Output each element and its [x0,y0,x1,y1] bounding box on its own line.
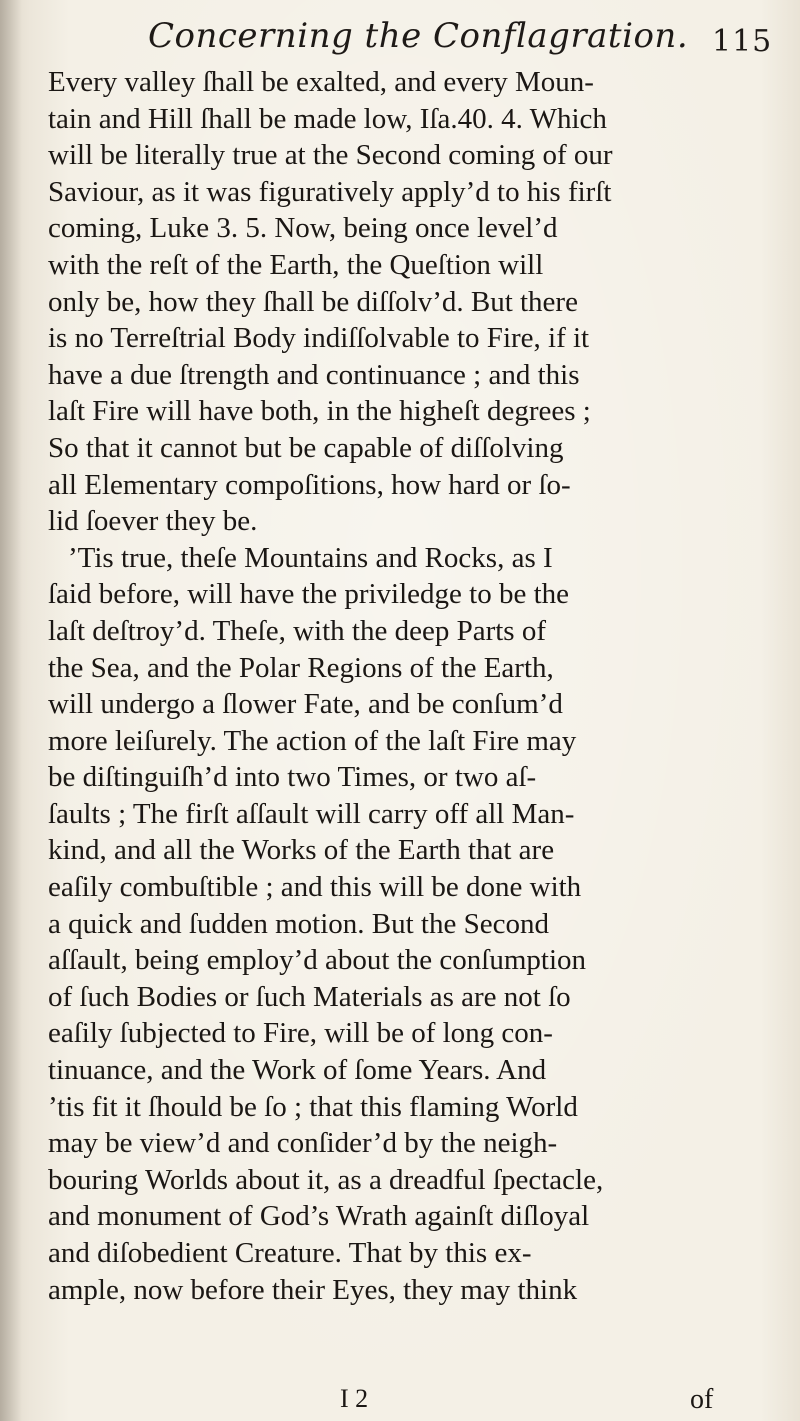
text-line: ſaults ; The firſt aſſault will carry off all Man- [48,797,575,830]
text-line: and diſobedient Creature. That by this ex- [48,1237,532,1269]
text-line: tain and Hill ſhall be made low, Iſa.40. 4. Which [48,102,607,135]
signature-mark: I 2 [340,1384,369,1413]
text-line: Saviour, as it was figuratively apply’d to his firſt [48,175,612,208]
page-number: 115 [712,24,773,59]
text-line: eaſily ſubjected to Fire, will be of long con- [48,1017,553,1050]
text-line: with the reſt of the Earth, the Queſtion will [48,248,544,281]
text-line: and monument of God’s Wrath againſt diſloyal [48,1200,590,1233]
text-line: lid ſoever they be. [48,505,258,538]
text-line: have a due ſtrength and continuance ; and this [48,358,580,391]
text-line: the Sea, and the Polar Regions of the Earth, [48,651,554,684]
text-line: Every valley ſhall be exalted, and every Moun- [48,66,594,98]
text-line: a quick and ſudden motion. But the Second [48,907,549,940]
text-line: be diſtinguiſh’d into two Times, or two aſ- [48,761,537,794]
gutter-shadow [0,0,22,1421]
text-line: kind, and all the Works of the Earth that are [48,834,555,867]
text-line: ’Tis true, theſe Mountains and Rocks, as I [68,541,553,574]
catchword: of [690,1384,714,1415]
text-line: may be view’d and conſider’d by the neigh- [48,1127,558,1160]
text-line: all Elementary compoſitions, how hard or ſo- [48,468,571,501]
text-line: aſſault, being employ’d about the conſumption [48,944,587,977]
text-line: will undergo a ſlower Fate, and be conſum’d [48,688,563,721]
text-line: ample, now before their Eyes, they may think [48,1273,578,1306]
text-line: ſaid before, will have the priviledge to be the [48,578,570,611]
text-line: laſt deſtroy’d. Theſe, with the deep Parts of [48,614,546,647]
text-line: more leiſurely. The action of the laſt Fire may [48,724,577,757]
text-line: will be literally true at the Second coming of our [48,139,613,172]
text-line: is no Terreſtrial Body indiſſolvable to Fire, if it [48,322,590,355]
text-line: of ſuch Bodies or ſuch Materials as are not ſo [48,980,571,1013]
text-line: So that it cannot but be capable of diſſolving [48,431,564,464]
text-line: ’tis fit it ſhould be ſo ; that this flaming World [48,1090,578,1123]
page-header [0,14,800,64]
running-title: Concerning the Conflagration. [148,16,689,56]
text-line: only be, how they ſhall be diſſolv’d. But there [48,285,578,318]
text-line: tinuance, and the Work of ſome Years. And [48,1054,547,1087]
text-line: coming, Luke 3. 5. Now, being once level’d [48,212,558,245]
body-text [48,64,770,1308]
text-line: laſt Fire will have both, in the higheſt degrees ; [48,395,591,428]
text-line: eaſily combuſtible ; and this will be done with [48,871,582,904]
text-line: bouring Worlds about it, as a dreadful ſpectacle, [48,1163,604,1196]
